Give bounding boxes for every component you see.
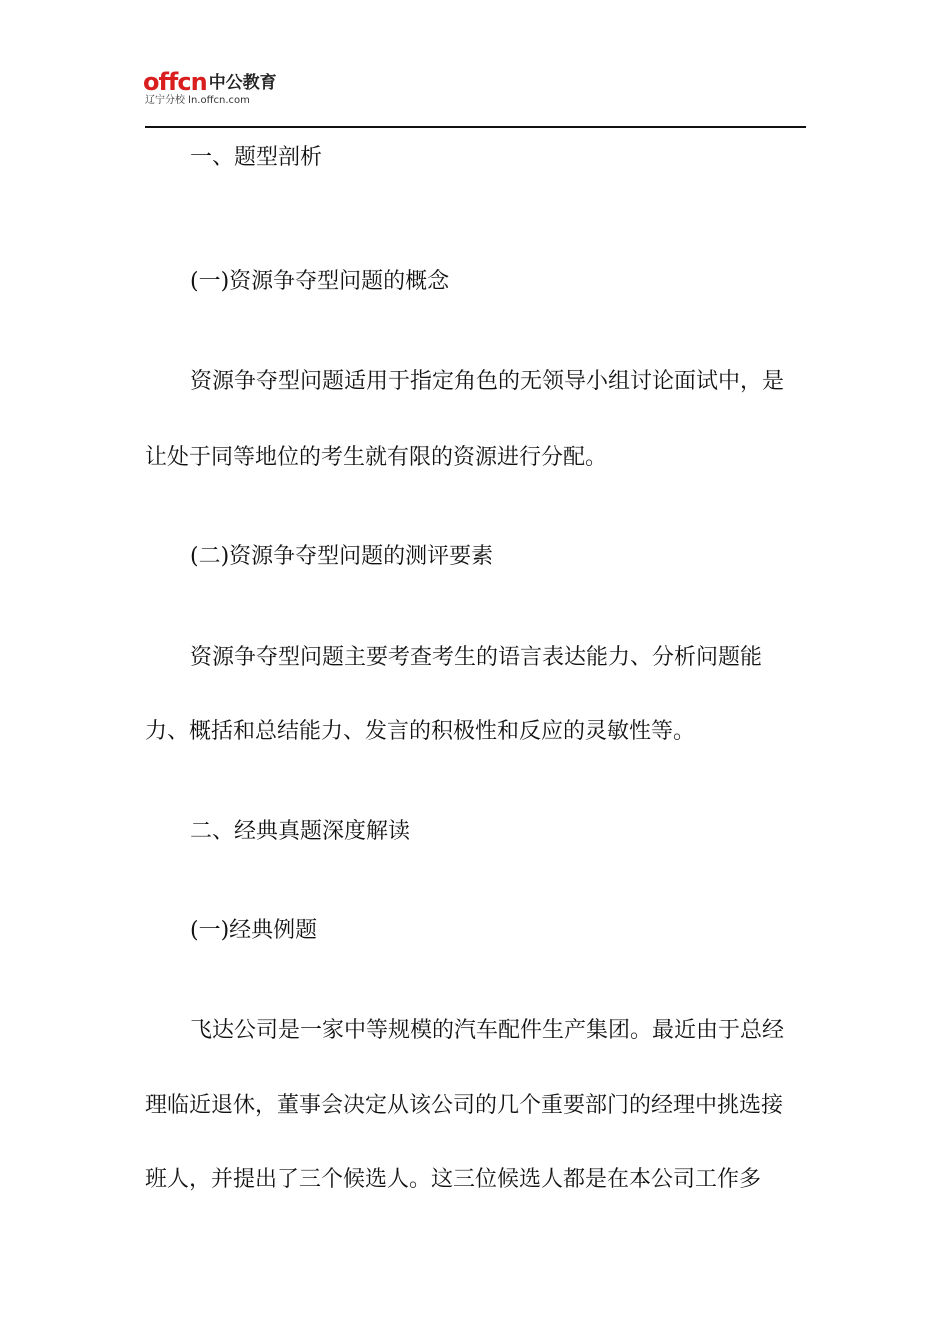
paragraph-3-line-3: 班人，并提出了三个候选人。这三位候选人都是在本公司工作多 (145, 1167, 762, 1192)
paragraph-3-line-2: 理临近退休，董事会决定从该公司的几个重要部门的经理中挑选接 (145, 1093, 784, 1118)
paragraph-1-line-1: 资源争夺型问题适用于指定角色的无领导小组讨论面试中，是 (190, 369, 785, 394)
logo-subtitle: 辽宁分校 ln.offcn.com (145, 95, 250, 106)
section-heading-2: 二、经典真题深度解读 (190, 819, 411, 844)
logo-mark (143, 66, 277, 96)
paragraph-2-line-1: 资源争夺型问题主要考查考生的语言表达能力、分析问题能 (190, 645, 763, 670)
logo-brand: offcn (143, 68, 207, 96)
subsection-heading-2-1: (一)经典例题 (190, 918, 318, 943)
subsection-heading-1-2: (二)资源争夺型问题的测评要素 (190, 544, 494, 569)
offcn-logo (143, 66, 303, 110)
logo-chinese-name: 中公教育 (208, 73, 277, 93)
paragraph-2-line-2: 力、概括和总结能力、发言的积极性和反应的灵敏性等。 (145, 719, 696, 744)
paragraph-3-line-1: 飞达公司是一家中等规模的汽车配件生产集团。最近由于总经 (190, 1018, 785, 1043)
section-heading-1: 一、题型剖析 (190, 145, 323, 170)
header-divider (145, 126, 806, 128)
paragraph-1-line-2: 让处于同等地位的考生就有限的资源进行分配。 (145, 445, 608, 470)
subsection-heading-1-1: (一)资源争夺型问题的概念 (190, 269, 450, 294)
